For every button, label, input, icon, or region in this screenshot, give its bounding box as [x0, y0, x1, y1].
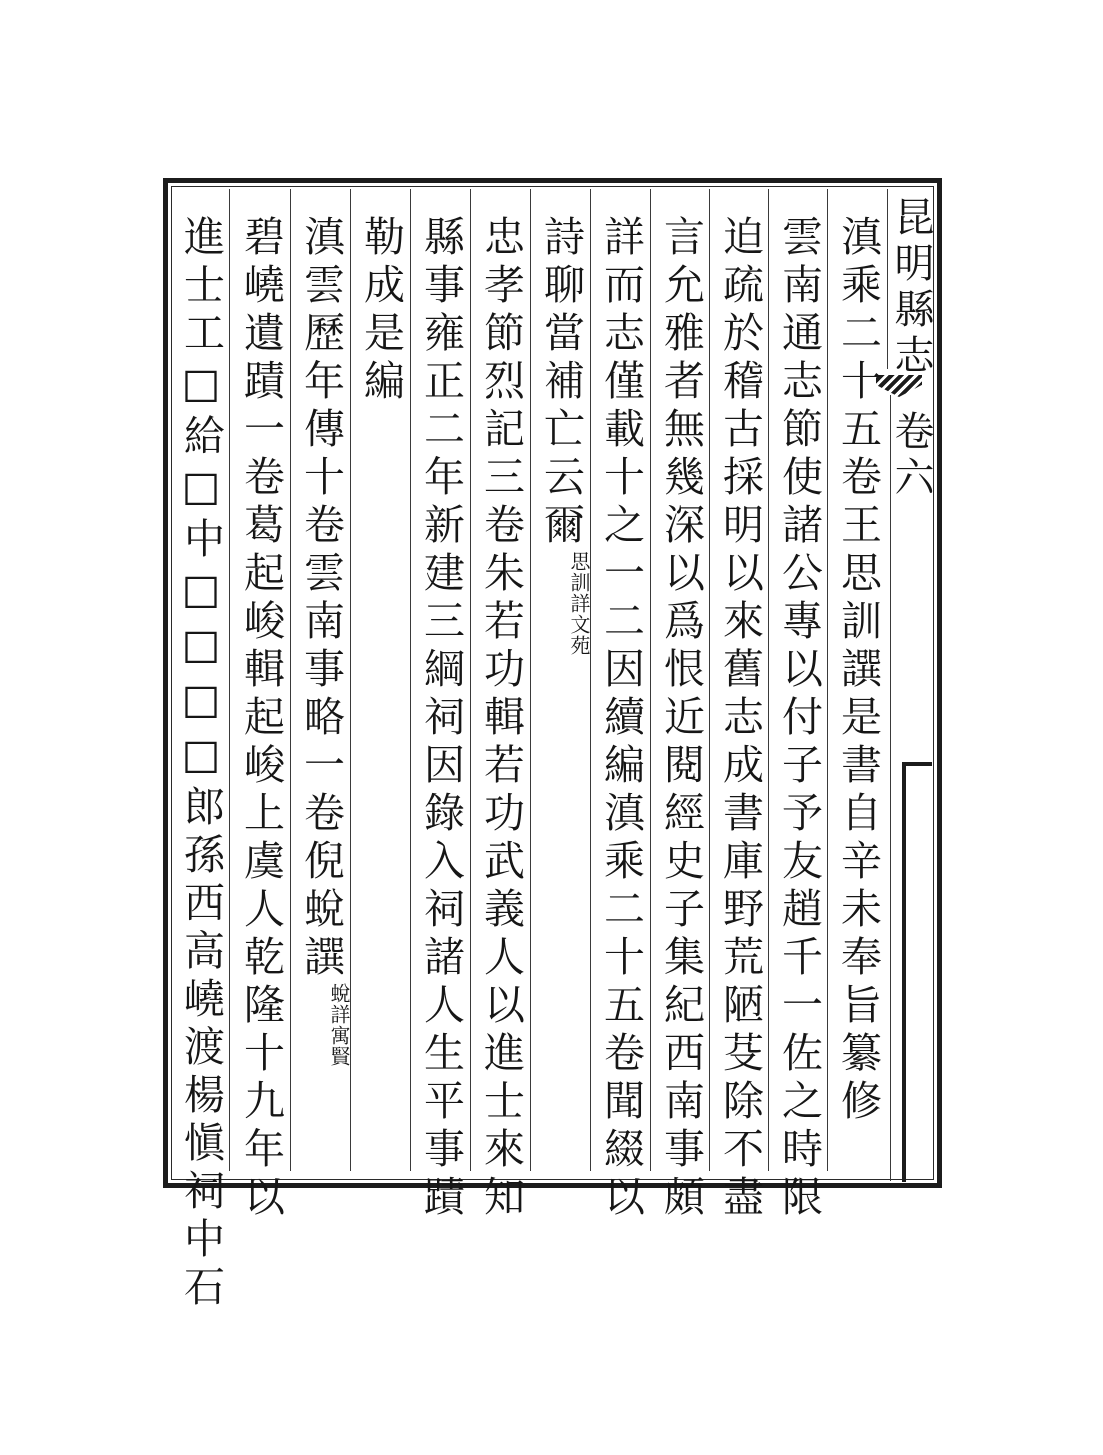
- column-rule: [470, 189, 471, 1171]
- volume-label: 卷六: [888, 410, 934, 502]
- text-segment: 勒成是編: [357, 215, 405, 407]
- text-segment: 言允雅者無幾深以爲恨近閱經史子集紀西南事頗: [657, 215, 705, 1223]
- note-line: 寓賢: [327, 1025, 351, 1067]
- interlinear-note: [568, 551, 590, 656]
- text-segment: 雲南事略一卷: [297, 551, 345, 839]
- column-rule: [410, 189, 411, 1171]
- text-column: [292, 215, 350, 1165]
- text-segment: 碧嶢遺蹟一卷: [237, 215, 285, 503]
- text-column: [711, 215, 769, 1223]
- note-line: 蛻詳: [327, 983, 351, 1025]
- text-segment: 進士工□給□中□□□□郎孫西高嶢渡楊愼祠中石: [177, 215, 225, 1313]
- text-segment: 迫疏於稽古採明以來舊志成書庫野荒陋芟除不盡: [716, 215, 764, 1223]
- text-segment: 王思訓譔是書自辛未奉旨纂修: [834, 503, 882, 1127]
- column-rule: [590, 189, 591, 1171]
- interlinear-note: [328, 983, 350, 1067]
- column-rule: [530, 189, 531, 1171]
- text-segment: 倪蛻譔: [297, 839, 345, 983]
- text-column: [652, 215, 710, 1223]
- column-rule: [650, 189, 651, 1171]
- text-column: [352, 215, 410, 1165]
- text-segment: 滇雲歷年傳十卷: [297, 215, 345, 551]
- text-column: [172, 215, 230, 1313]
- note-line: 思訓詳: [567, 551, 591, 614]
- side-tab-mark: [902, 762, 932, 1182]
- text-segment: 忠孝節烈記三卷: [477, 215, 525, 551]
- text-segment: 朱若功輯若功武義人以進士來知: [477, 551, 525, 1223]
- text-segment: 詩聊當補亡云爾: [537, 215, 585, 551]
- book-title: 昆明縣志: [888, 196, 934, 380]
- text-segment: 葛起峻輯起峻上虞人乾隆十九年以: [237, 503, 285, 1223]
- text-column: [412, 215, 470, 1223]
- text-column: [829, 215, 887, 1165]
- text-segment: 詳而志僅載十之一二因續編滇乘二十五卷聞綴以: [597, 215, 645, 1223]
- text-column: [532, 215, 590, 1165]
- text-column: [592, 215, 650, 1223]
- text-segment: 縣事雍正二年新建三綱祠因錄入祠諸人生平事蹟: [417, 215, 465, 1223]
- note-line: 文苑: [567, 614, 591, 656]
- text-segment: 滇乘二十五卷: [834, 215, 882, 503]
- column-rule: [290, 189, 291, 1171]
- text-column: [232, 215, 290, 1223]
- text-segment: 雲南通志節使諸公專以付子予友趙千一佐之時限: [775, 215, 823, 1223]
- text-column: [770, 215, 828, 1223]
- banxin-rule: [890, 395, 891, 1181]
- text-column: [472, 215, 530, 1223]
